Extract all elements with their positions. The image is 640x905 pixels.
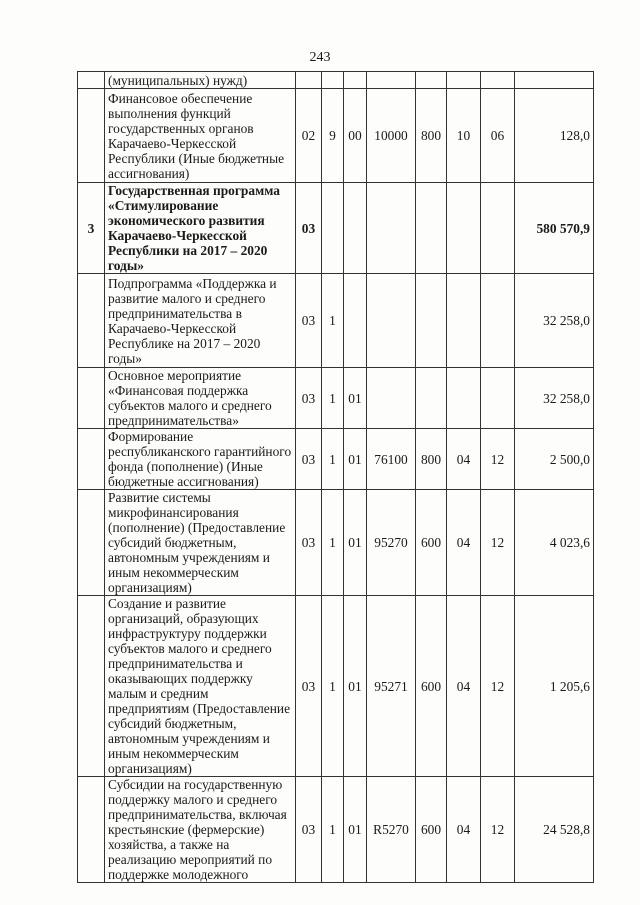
code-expense-type — [416, 274, 447, 368]
code-program: 02 — [296, 89, 322, 183]
code-program: 03 — [296, 596, 322, 777]
table-row — [78, 777, 594, 883]
row-number: 3 — [78, 183, 105, 274]
table-row — [78, 274, 594, 368]
code-subsection: 12 — [481, 596, 515, 777]
row-name: (муниципальных) нужд) — [105, 72, 296, 89]
row-name: Государственная программа «Стимулирование экономического развития Карачаево-Черкесской Республики на 2017 – 2020 годы» — [105, 183, 296, 274]
code-direction — [367, 183, 416, 274]
code-section: 04 — [447, 596, 481, 777]
table-row — [78, 72, 594, 89]
code-subprogram: 1 — [322, 368, 344, 429]
code-direction: R5270 — [367, 777, 416, 883]
code-direction — [367, 368, 416, 429]
table-row — [78, 490, 594, 596]
row-amount: 24 528,8 — [515, 777, 594, 883]
budget-table — [77, 71, 594, 883]
code-subprogram: 1 — [322, 490, 344, 596]
table-row — [78, 368, 594, 429]
code-section — [447, 72, 481, 89]
row-number — [78, 490, 105, 596]
row-name: Развитие системы микрофинансирования (пополнение) (Предоставление субсидий бюджетным, автономным учреждениям и иным некоммерческим организациям) — [105, 490, 296, 596]
code-direction: 95270 — [367, 490, 416, 596]
code-expense-type: 600 — [416, 490, 447, 596]
code-event: 00 — [344, 89, 367, 183]
code-event — [344, 274, 367, 368]
code-section — [447, 368, 481, 429]
code-program: 03 — [296, 429, 322, 490]
code-subsection — [481, 368, 515, 429]
table-row — [78, 89, 594, 183]
row-number — [78, 72, 105, 89]
table-body — [78, 72, 594, 883]
code-subprogram: 1 — [322, 429, 344, 490]
row-amount: 4 023,6 — [515, 490, 594, 596]
row-name: Субсидии на государственную поддержку малого и среднего предпринимательства, включая крестьянские (фермерские) хозяйства, а также на реализацию мероприятий по поддержке молодежного — [105, 777, 296, 883]
code-event — [344, 183, 367, 274]
code-program: 03 — [296, 777, 322, 883]
code-expense-type: 600 — [416, 596, 447, 777]
row-amount — [515, 72, 594, 89]
code-program: 03 — [296, 368, 322, 429]
row-number — [78, 89, 105, 183]
row-name: Формирование республиканского гарантийного фонда (пополнение) (Иные бюджетные ассигнования) — [105, 429, 296, 490]
code-subprogram: 1 — [322, 274, 344, 368]
row-number — [78, 596, 105, 777]
code-subsection: 12 — [481, 490, 515, 596]
code-program: 03 — [296, 274, 322, 368]
row-number — [78, 777, 105, 883]
row-name: Создание и развитие организаций, образующих инфраструктуру поддержки субъектов малого и среднего предпринимательства и оказывающих поддержку малым и средним предприятиям (Предоставление субсидий бюджетным, автономным учреждениям и иным некоммерческим организациям) — [105, 596, 296, 777]
code-section: 04 — [447, 429, 481, 490]
code-section: 10 — [447, 89, 481, 183]
row-name: Основное мероприятие «Финансовая поддержка субъектов малого и среднего предпринимательства» — [105, 368, 296, 429]
code-direction: 10000 — [367, 89, 416, 183]
code-subsection — [481, 183, 515, 274]
code-event: 01 — [344, 596, 367, 777]
row-amount: 32 258,0 — [515, 368, 594, 429]
row-amount: 32 258,0 — [515, 274, 594, 368]
code-direction: 95271 — [367, 596, 416, 777]
code-event: 01 — [344, 490, 367, 596]
code-subsection — [481, 274, 515, 368]
code-direction — [367, 72, 416, 89]
code-subprogram: 1 — [322, 777, 344, 883]
code-program: 03 — [296, 490, 322, 596]
code-subsection: 06 — [481, 89, 515, 183]
code-expense-type: 800 — [416, 89, 447, 183]
page-number: 243 — [309, 50, 331, 65]
code-event: 01 — [344, 777, 367, 883]
code-section — [447, 183, 481, 274]
code-event: 01 — [344, 429, 367, 490]
code-subprogram — [322, 72, 344, 89]
row-number — [78, 274, 105, 368]
row-name: Финансовое обеспечение выполнения функций государственных органов Карачаево-Черкесской Республики (Иные бюджетные ассигнования) — [105, 89, 296, 183]
code-subsection — [481, 72, 515, 89]
row-amount: 1 205,6 — [515, 596, 594, 777]
code-subsection: 12 — [481, 777, 515, 883]
row-amount: 2 500,0 — [515, 429, 594, 490]
code-expense-type — [416, 183, 447, 274]
code-event — [344, 72, 367, 89]
table-row — [78, 429, 594, 490]
code-subsection: 12 — [481, 429, 515, 490]
code-event: 01 — [344, 368, 367, 429]
code-expense-type — [416, 368, 447, 429]
row-name: Подпрограмма «Поддержка и развитие малого и среднего предпринимательства в Карачаево-Черкесской Республике на 2017 – 2020 годы» — [105, 274, 296, 368]
row-number — [78, 429, 105, 490]
code-direction: 76100 — [367, 429, 416, 490]
row-amount: 128,0 — [515, 89, 594, 183]
code-expense-type: 800 — [416, 429, 447, 490]
table-row — [78, 596, 594, 777]
code-section: 04 — [447, 777, 481, 883]
code-direction — [367, 274, 416, 368]
table-row — [78, 183, 594, 274]
code-expense-type — [416, 72, 447, 89]
row-amount: 580 570,9 — [515, 183, 594, 274]
code-subprogram — [322, 183, 344, 274]
code-program: 03 — [296, 183, 322, 274]
row-number — [78, 368, 105, 429]
code-program — [296, 72, 322, 89]
code-section: 04 — [447, 490, 481, 596]
code-expense-type: 600 — [416, 777, 447, 883]
code-section — [447, 274, 481, 368]
code-subprogram: 9 — [322, 89, 344, 183]
code-subprogram: 1 — [322, 596, 344, 777]
